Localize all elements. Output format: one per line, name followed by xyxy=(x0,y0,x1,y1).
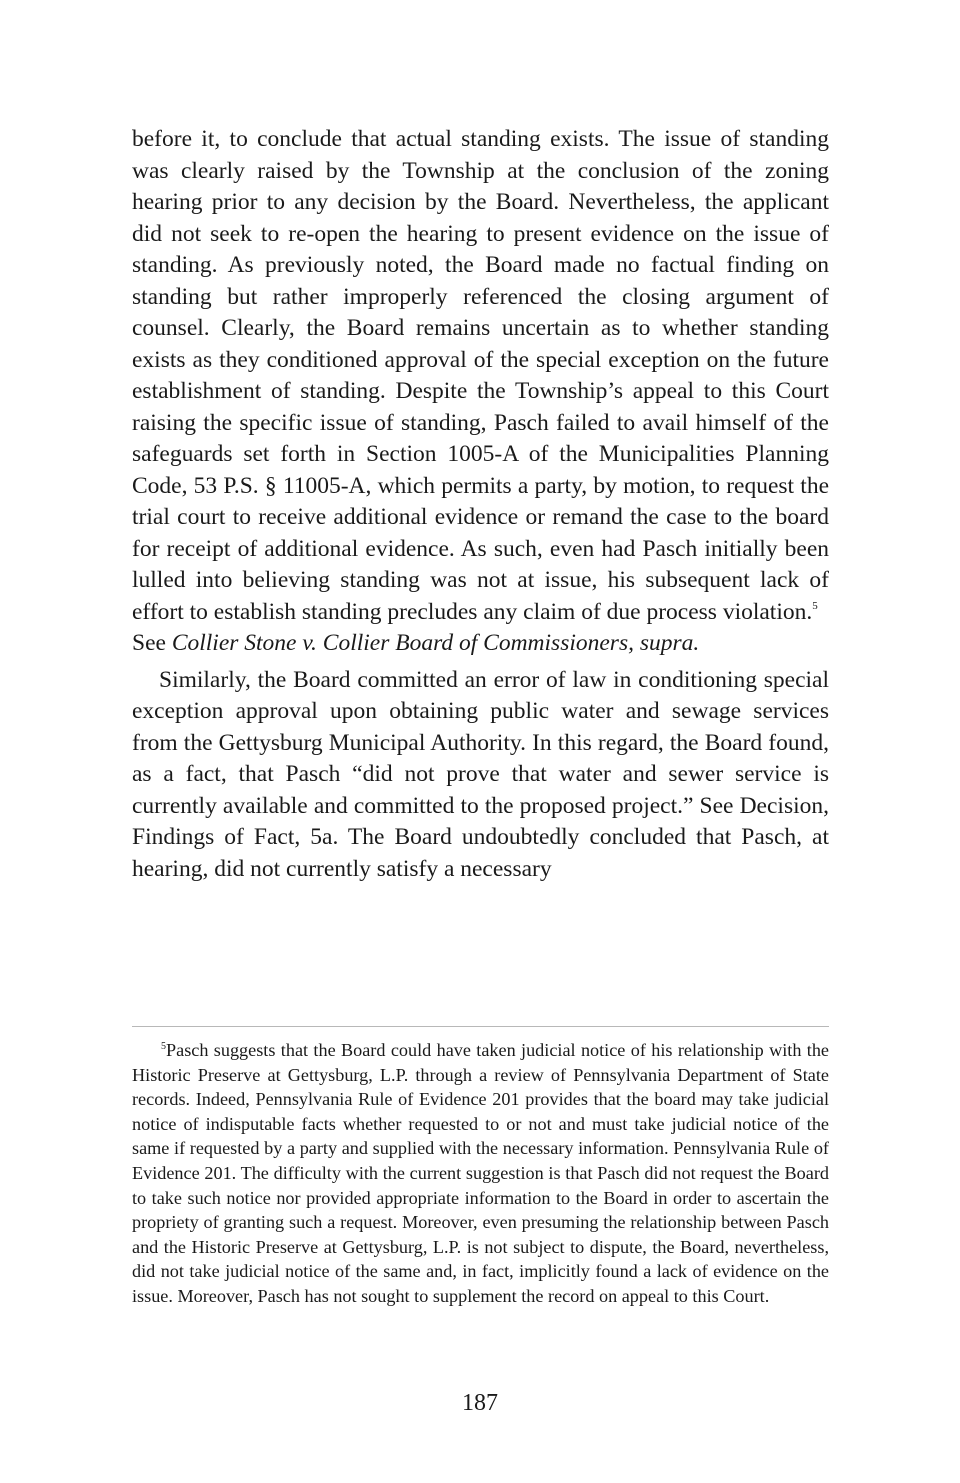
footnote-reference[interactable]: 5 xyxy=(812,599,818,612)
footnote-section xyxy=(132,1038,829,1309)
footnote-divider xyxy=(132,1026,829,1027)
body-paragraph-1 xyxy=(132,124,829,660)
see-signal: See xyxy=(132,630,172,656)
footnote-5 xyxy=(132,1038,829,1309)
case-citation: Collier Stone v. Collier Board of Commissioners, supra. xyxy=(171,630,700,656)
page-number: 187 xyxy=(462,1390,498,1416)
paragraph-1-text: before it, to conclude that actual standing exists. The issue of standing was clearly raised by the Township at the conclusion of the zoning hearing prior to any decision by the Board. Nevertheless, the applicant did not seek to re-open the hearing to present evidence on the issue of standing. As previously noted, the Board made no factual finding on standing but rather improperly referenced the closing argument of counsel. Clearly, the Board remains uncertain as to whether standing exists as they conditioned approval of the special exception on the future establishment of standing. Despite the Township’s appeal to this Court raising the specific issue of standing, Pasch failed to avail himself of the safeguards set forth in Section 1005-A of the Municipalities Planning Code, 53 P.S. § 11005-A, which permits a party, by motion, to request the trial court to receive additional evidence or remand the case to the board for receipt of additional evidence. As such, even had Pasch initially been lulled into believing standing was not at issue, his subsequent lack of effort to establish standing precludes any claim of due process violation. xyxy=(132,126,829,625)
footnote-number: 5 xyxy=(161,1041,166,1052)
body-paragraph-2: Similarly, the Board committed an error of law in conditioning special exception approval upon obtaining public water and sewage services from the Gettysburg Municipal Authority. In this regard, the Board found, as a fact, that Pasch “did not prove that water and sewer service is currently available and committed to the proposed project.” See Decision, Findings of Fact, 5a. The Board undoubtedly concluded that Pasch, at hearing, did not currently satisfy a necessary xyxy=(132,666,829,882)
footnote-text: Pasch suggests that the Board could have taken judicial notice of his relationship with the Historic Preserve at Gettysburg, L.P. through a review of Pennsylvania Department of State records. Indeed, Pennsylvania Rule of Evidence 201 provides that the board may take judicial notice of indisputable facts whether requested to or not and must take judicial notice of the same if requested by a party and supplied with the necessary information. Pennsylvania Rule of Evidence 201. The difficulty with the current suggestion is that Pasch did not request the Board to take such notice nor provided appropriate information to the Board in order to ascertain the propriety of granting such a request. Moreover, even presuming the relationship between Pasch and the Historic Preserve at Gettysburg, L.P. is not subject to dispute, the Board, nevertheless, did not take judicial notice of the same and, in fact, implicitly found a lack of evidence on the issue. Moreover, Pasch has not sought to supplement the record on appeal to this Court. xyxy=(132,1040,829,1306)
main-text xyxy=(132,124,829,885)
